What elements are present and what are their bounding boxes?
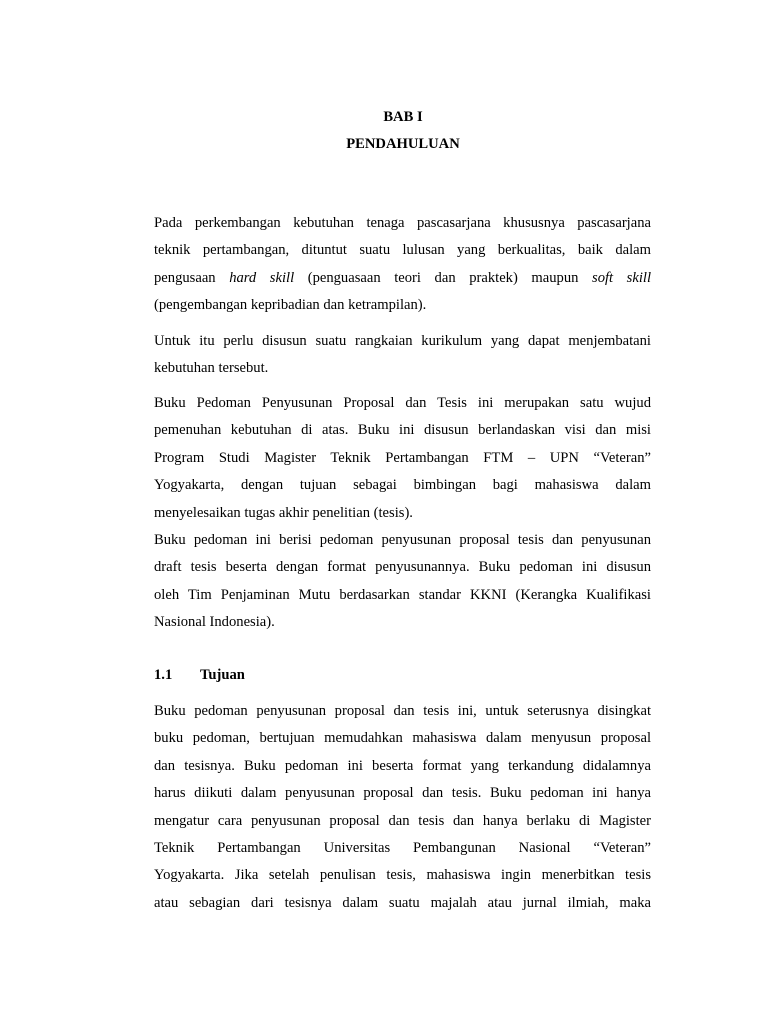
section-title: Tujuan [200, 667, 245, 683]
paragraph-line: Yogyakarta. Jika setelah penulisan tesis, mahasiswa ingin menerbitkan tesis [154, 867, 651, 884]
section-heading [154, 665, 245, 685]
paragraph-line: Nasional Indonesia). [154, 614, 275, 631]
chapter-number: BAB I [383, 109, 423, 125]
paragraph-line: oleh Tim Penjaminan Mutu berdasarkan standar KKNI (Kerangka Kualifikasi [154, 586, 651, 603]
paragraph-line: Pada perkembangan kebutuhan tenaga pascasarjana khususnya pascasarjana [154, 215, 651, 231]
section-number: 1.1 [154, 667, 173, 683]
paragraph-line: Program Studi Magister Teknik Pertambangan FTM – UPN “Veteran” [154, 449, 651, 466]
paragraph-line: harus diikuti dalam penyusunan proposal dan tesis. Buku pedoman ini hanya [154, 785, 651, 802]
paragraph-2 [154, 328, 651, 383]
paragraph-line: mengatur cara penyusunan proposal dan tesis dan hanya berlaku di Magister [154, 812, 651, 829]
paragraph-line: Buku Pedoman Penyusunan Proposal dan Tesis ini merupakan satu wujud [154, 395, 651, 411]
paragraph-line: atau sebagian dari tesisnya dalam suatu majalah atau jurnal ilmiah, maka [154, 894, 651, 911]
paragraph-line: pemenuhan kebutuhan di atas. Buku ini disusun berlandaskan visi dan misi [154, 422, 651, 439]
paragraph-line: Buku pedoman ini berisi pedoman penyusunan proposal tesis dan penyusunan [154, 532, 651, 548]
paragraph-line: (pengembangan kepribadian dan ketrampilan). [154, 297, 427, 314]
paragraph-line: Yogyakarta, dengan tujuan sebagai bimbingan bagi mahasiswa dalam [154, 477, 651, 494]
chapter-title: PENDAHULUAN [346, 136, 460, 152]
italic-term: soft skill [592, 269, 652, 286]
paragraph-line [154, 265, 651, 292]
paragraph-line: menyelesaikan tugas akhir penelitian (tesis). [154, 504, 413, 521]
paragraph-line: draft tesis beserta dengan format penyusunannya. Buku pedoman ini disusun [154, 559, 651, 576]
paragraph-line: Untuk itu perlu disusun suatu rangkaian kurikulum yang dapat menjembatani [154, 333, 651, 349]
paragraph-3 [154, 390, 651, 527]
line-text: (penguasaan teori dan praktek) maupun [294, 269, 593, 286]
paragraph-1 [154, 210, 651, 320]
paragraph-line: Buku pedoman penyusunan proposal dan tesis ini, untuk seterusnya disingkat [154, 703, 651, 719]
line-text: pengusaan [154, 269, 230, 286]
italic-term: hard skill [229, 269, 295, 286]
paragraph-line: dan tesisnya. Buku pedoman ini beserta format yang terkandung didalamnya [154, 757, 651, 774]
paragraph-line: buku pedoman, bertujuan memudahkan mahasiswa dalam menyusun proposal [154, 730, 651, 747]
section-paragraph [154, 698, 651, 917]
paragraph-line: kebutuhan tersebut. [154, 360, 269, 377]
paragraph-line: Teknik Pertambangan Universitas Pembangunan Nasional “Veteran” [154, 839, 651, 856]
paragraph-4 [154, 527, 651, 637]
paragraph-line: teknik pertambangan, dituntut suatu lulusan yang berkualitas, baik dalam [154, 242, 651, 259]
